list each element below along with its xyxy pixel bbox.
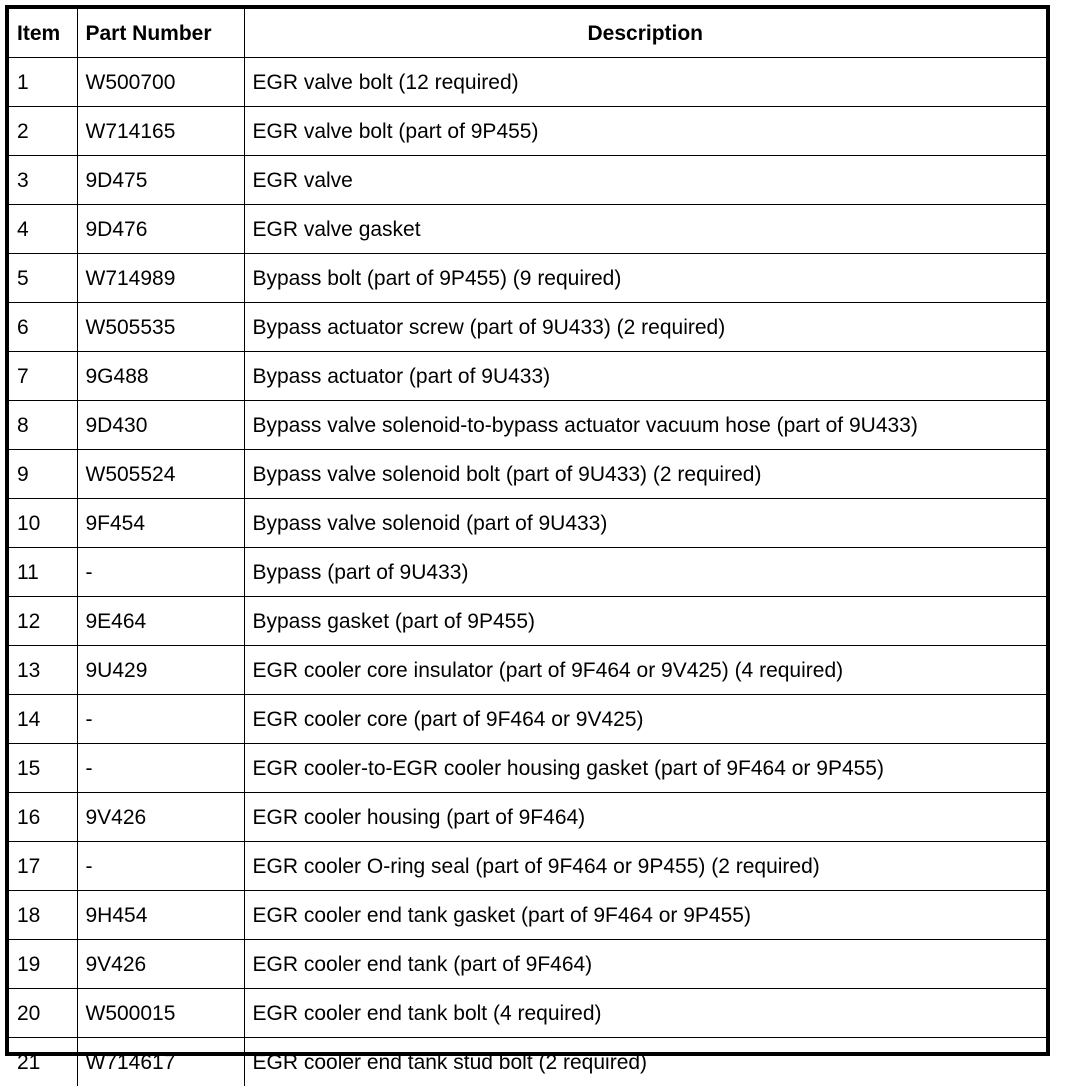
item-cell: 19 <box>9 940 77 989</box>
description-cell: EGR cooler end tank bolt (4 required) <box>244 989 1046 1038</box>
item-cell: 11 <box>9 548 77 597</box>
part-number-cell: W714617 <box>77 1038 244 1086</box>
description-cell: EGR cooler-to-EGR cooler housing gasket (part of 9F464 or 9P455) <box>244 744 1046 793</box>
part-number-cell: 9H454 <box>77 891 244 940</box>
part-number-cell: 9F454 <box>77 499 244 548</box>
part-number-cell: - <box>77 695 244 744</box>
item-cell: 17 <box>9 842 77 891</box>
part-number-cell: W500015 <box>77 989 244 1038</box>
table-row <box>9 254 1046 303</box>
part-number-cell: 9U429 <box>77 646 244 695</box>
header-part-number: Part Number <box>77 9 244 58</box>
part-number-cell: 9G488 <box>77 352 244 401</box>
table-row <box>9 793 1046 842</box>
description-cell: Bypass valve solenoid bolt (part of 9U433) (2 required) <box>244 450 1046 499</box>
item-cell: 8 <box>9 401 77 450</box>
description-cell: Bypass actuator (part of 9U433) <box>244 352 1046 401</box>
description-cell: Bypass gasket (part of 9P455) <box>244 597 1046 646</box>
table-row <box>9 107 1046 156</box>
table-row <box>9 989 1046 1038</box>
item-cell: 15 <box>9 744 77 793</box>
table-row <box>9 450 1046 499</box>
item-cell: 9 <box>9 450 77 499</box>
description-cell: Bypass actuator screw (part of 9U433) (2 required) <box>244 303 1046 352</box>
table-row <box>9 156 1046 205</box>
table-header-row <box>9 9 1046 58</box>
part-number-cell: W500700 <box>77 58 244 107</box>
item-cell: 20 <box>9 989 77 1038</box>
item-cell: 1 <box>9 58 77 107</box>
description-cell: EGR cooler core (part of 9F464 or 9V425) <box>244 695 1046 744</box>
table-row <box>9 401 1046 450</box>
part-number-cell: 9D476 <box>77 205 244 254</box>
table-row <box>9 744 1046 793</box>
table-row <box>9 695 1046 744</box>
table-row <box>9 499 1046 548</box>
description-cell: EGR valve <box>244 156 1046 205</box>
table-row <box>9 58 1046 107</box>
table-row <box>9 303 1046 352</box>
header-item: Item <box>9 9 77 58</box>
part-number-cell: - <box>77 842 244 891</box>
item-cell: 4 <box>9 205 77 254</box>
table-row <box>9 940 1046 989</box>
item-cell: 21 <box>9 1038 77 1086</box>
parts-table-frame <box>5 5 1050 1056</box>
header-description: Description <box>244 9 1046 58</box>
table-row <box>9 352 1046 401</box>
part-number-cell: W505535 <box>77 303 244 352</box>
item-cell: 5 <box>9 254 77 303</box>
parts-table <box>9 9 1046 1086</box>
table-row <box>9 205 1046 254</box>
part-number-cell: - <box>77 744 244 793</box>
part-number-cell: W714165 <box>77 107 244 156</box>
description-cell: EGR valve gasket <box>244 205 1046 254</box>
part-number-cell: 9V426 <box>77 793 244 842</box>
part-number-cell: W505524 <box>77 450 244 499</box>
part-number-cell: 9V426 <box>77 940 244 989</box>
item-cell: 2 <box>9 107 77 156</box>
description-cell: EGR cooler core insulator (part of 9F464 or 9V425) (4 required) <box>244 646 1046 695</box>
item-cell: 3 <box>9 156 77 205</box>
table-body <box>9 58 1046 1086</box>
table-row <box>9 1038 1046 1086</box>
description-cell: EGR cooler end tank gasket (part of 9F464 or 9P455) <box>244 891 1046 940</box>
description-cell: EGR cooler O-ring seal (part of 9F464 or 9P455) (2 required) <box>244 842 1046 891</box>
part-number-cell: 9D475 <box>77 156 244 205</box>
part-number-cell: W714989 <box>77 254 244 303</box>
item-cell: 7 <box>9 352 77 401</box>
table-row <box>9 842 1046 891</box>
table-row <box>9 646 1046 695</box>
item-cell: 16 <box>9 793 77 842</box>
item-cell: 18 <box>9 891 77 940</box>
part-number-cell: - <box>77 548 244 597</box>
item-cell: 10 <box>9 499 77 548</box>
item-cell: 6 <box>9 303 77 352</box>
description-cell: Bypass valve solenoid (part of 9U433) <box>244 499 1046 548</box>
part-number-cell: 9D430 <box>77 401 244 450</box>
description-cell: Bypass valve solenoid-to-bypass actuator vacuum hose (part of 9U433) <box>244 401 1046 450</box>
table-row <box>9 548 1046 597</box>
table-row <box>9 891 1046 940</box>
item-cell: 14 <box>9 695 77 744</box>
part-number-cell: 9E464 <box>77 597 244 646</box>
description-cell: EGR cooler housing (part of 9F464) <box>244 793 1046 842</box>
description-cell: EGR valve bolt (part of 9P455) <box>244 107 1046 156</box>
description-cell: EGR cooler end tank (part of 9F464) <box>244 940 1046 989</box>
description-cell: Bypass (part of 9U433) <box>244 548 1046 597</box>
description-cell: Bypass bolt (part of 9P455) (9 required) <box>244 254 1046 303</box>
item-cell: 12 <box>9 597 77 646</box>
item-cell: 13 <box>9 646 77 695</box>
description-cell: EGR valve bolt (12 required) <box>244 58 1046 107</box>
description-cell: EGR cooler end tank stud bolt (2 required) <box>244 1038 1046 1086</box>
table-row <box>9 597 1046 646</box>
